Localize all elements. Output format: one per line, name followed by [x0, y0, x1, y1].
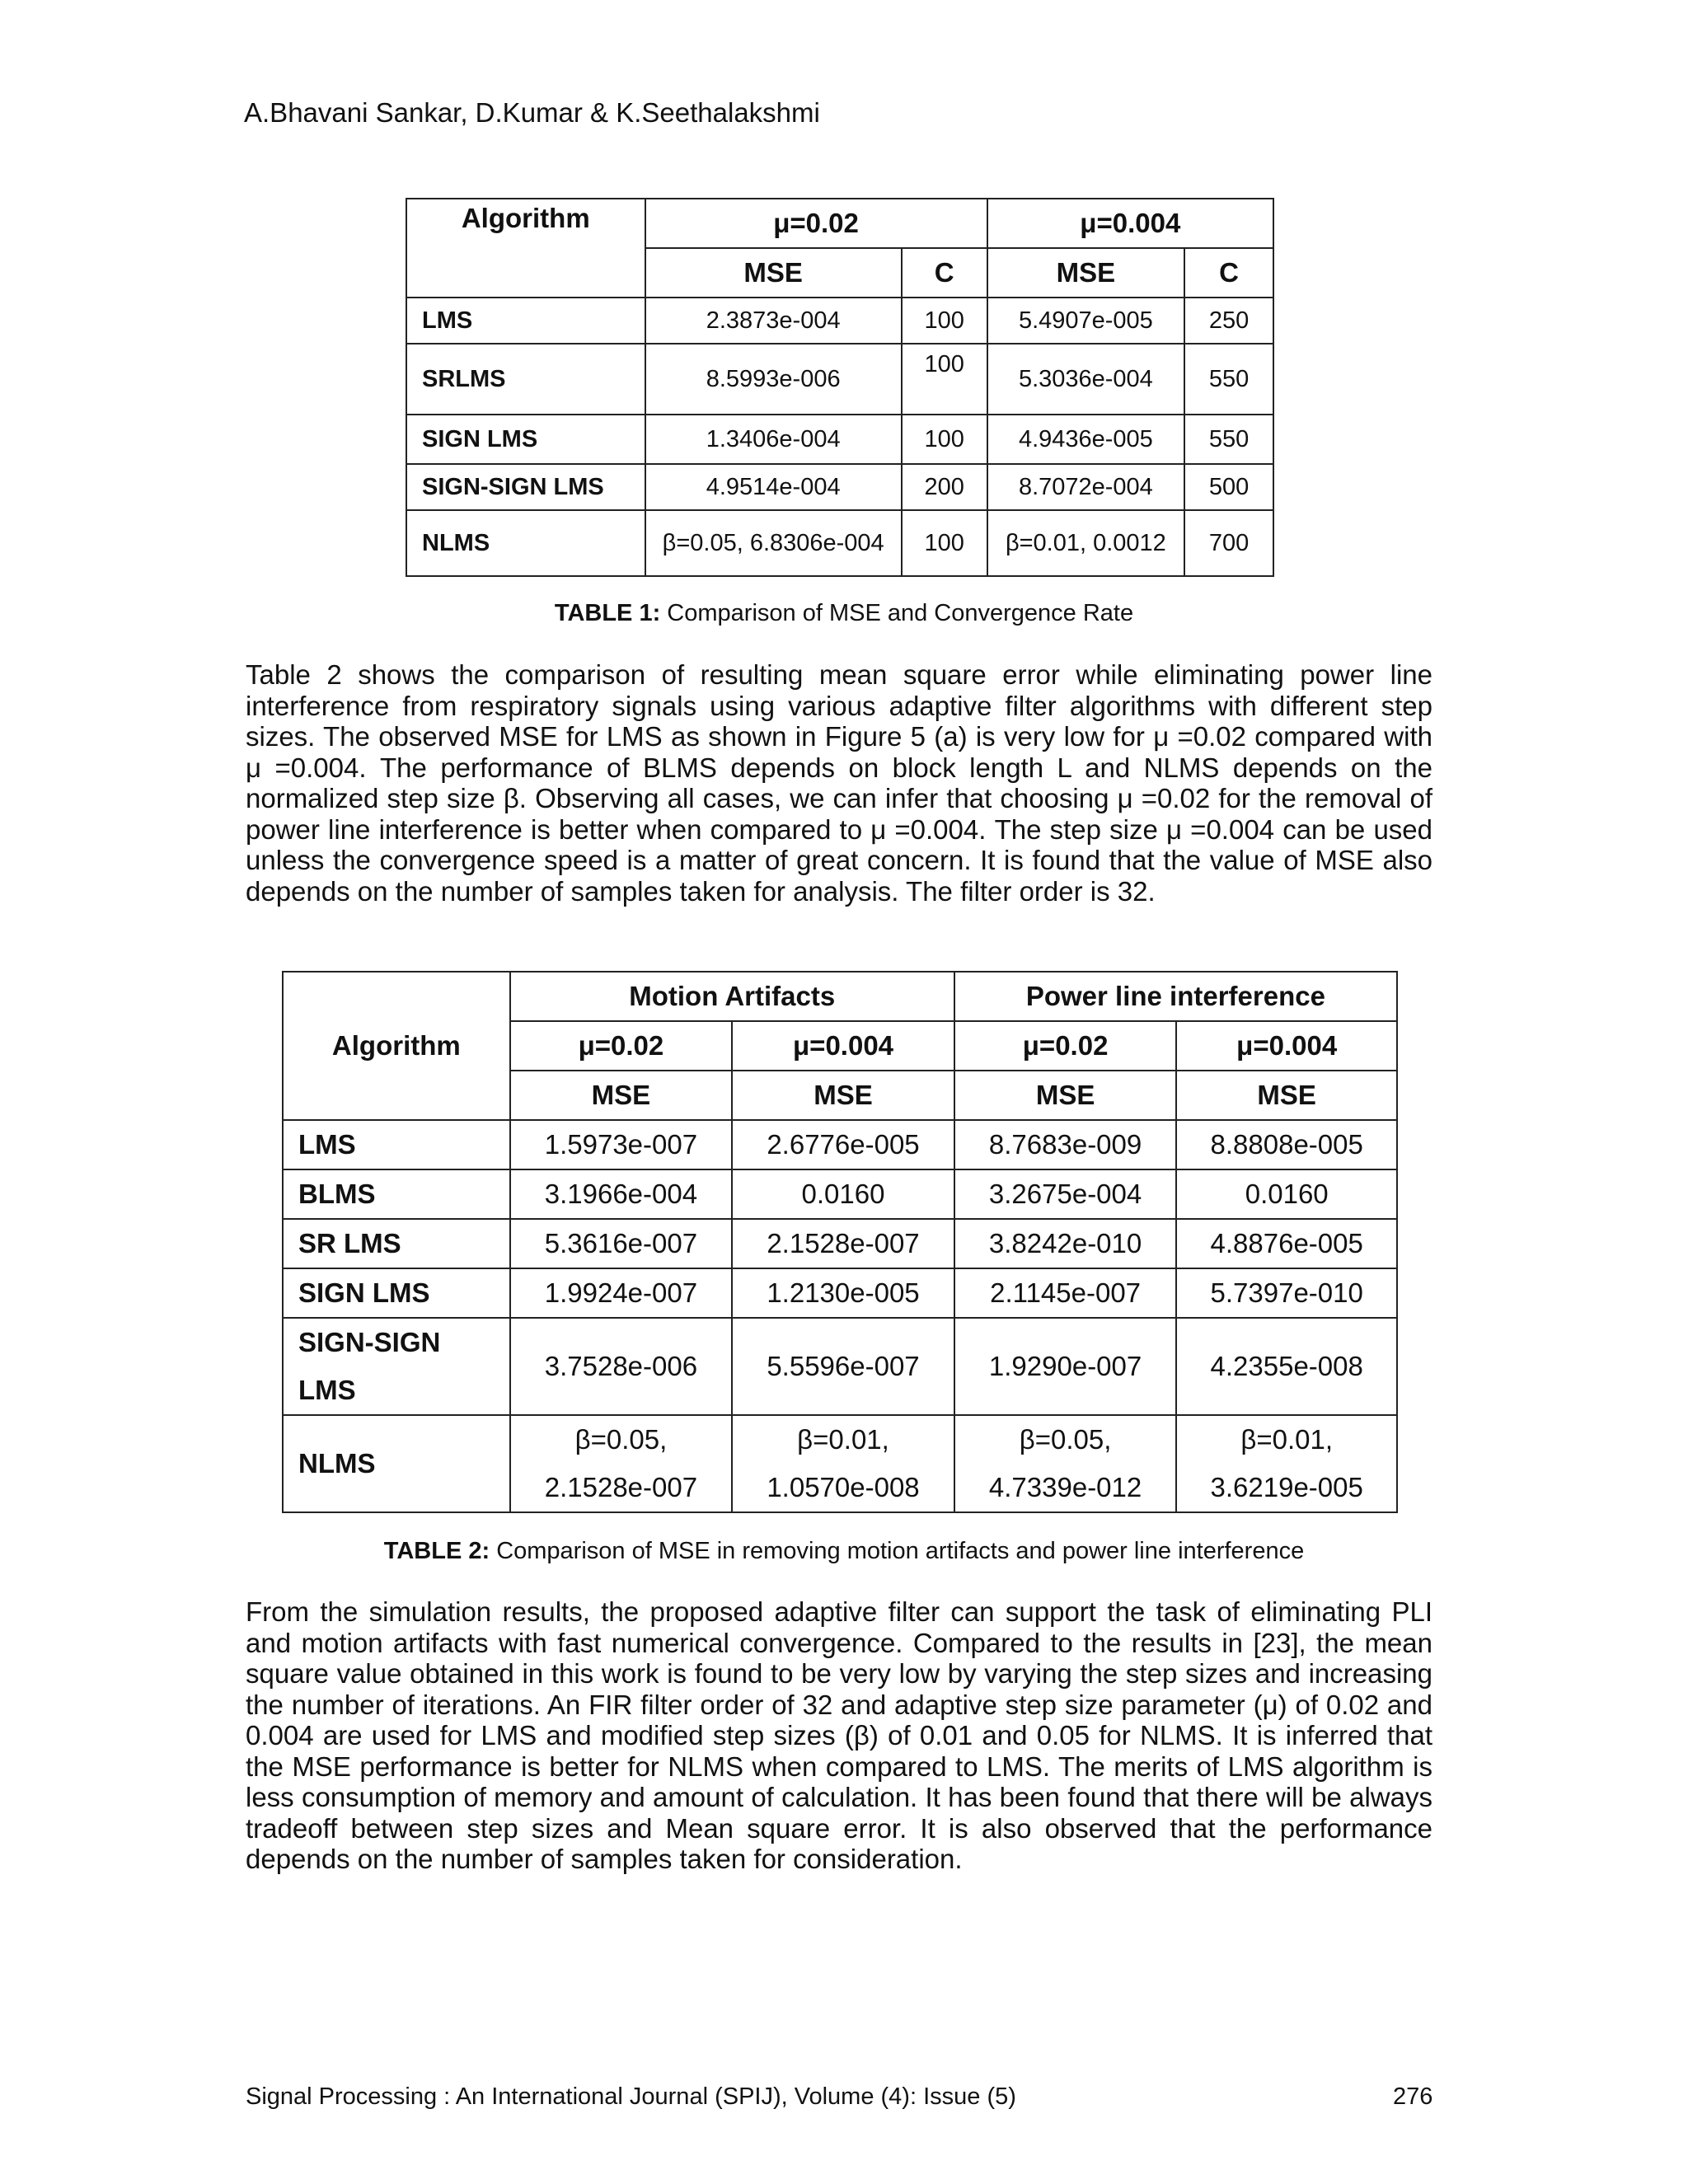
footer-page-number: 276	[1393, 2083, 1433, 2110]
t2-value: 3.6219e-005	[1210, 1472, 1363, 1502]
t2-cell	[510, 1415, 733, 1512]
t2-cell: 5.5596e-007	[732, 1318, 954, 1415]
t1-cell: SIGN-SIGN LMS	[406, 464, 645, 510]
running-header: A.Bhavani Sankar, D.Kumar & K.Seethalakshmi	[244, 97, 820, 128]
t2-cell: SR LMS	[283, 1219, 510, 1268]
t2-cell: NLMS	[283, 1415, 510, 1512]
footer-journal: Signal Processing : An International Journal (SPIJ), Volume (4): Issue (5)	[246, 2083, 1016, 2110]
t1-cell: 8.5993e-006	[645, 344, 902, 415]
t1-cell: 200	[902, 464, 987, 510]
table-row	[283, 1268, 1397, 1318]
t2-header-motion-artifacts: Motion Artifacts	[510, 972, 954, 1021]
t2-mse: MSE	[732, 1071, 954, 1120]
t2-alg-line: LMS	[298, 1375, 356, 1405]
t2-cell: 1.2130e-005	[732, 1268, 954, 1318]
t1-cell: 2.3873e-004	[645, 298, 902, 344]
t1-cell: 100	[902, 344, 987, 415]
t1-sub-c: C	[1184, 248, 1273, 298]
t1-cell: 550	[1184, 344, 1273, 415]
t2-alg-line: SIGN-SIGN	[298, 1327, 441, 1357]
t2-cell: 2.1528e-007	[732, 1219, 954, 1268]
t1-header-mu-002: μ=0.02	[645, 199, 987, 248]
table-row	[283, 1318, 1397, 1415]
t2-value: 2.1528e-007	[544, 1472, 698, 1502]
t1-cell: 5.4907e-005	[987, 298, 1185, 344]
table-row	[283, 1415, 1397, 1512]
t1-cell: 100	[902, 298, 987, 344]
t2-cell: 1.5973e-007	[510, 1120, 733, 1169]
t2-cell: 5.7397e-010	[1176, 1268, 1397, 1318]
t2-value: 1.0570e-008	[767, 1472, 920, 1502]
table-row	[406, 464, 1273, 510]
t2-cell	[1176, 1415, 1397, 1512]
paragraph-1: Table 2 shows the comparison of resulting mean square error while eliminating power line interference from respiratory signals using various adaptive filter algorithms with different step sizes. The observed MSE for LMS as shown in Figure 5 (a) is very low for μ =0.02 compared with μ =0.004. The performance of BLMS depends on block length L and NLMS depends on the normalized step size β. Observing all cases, we can infer that choosing μ =0.02 for the removal of power line interference is better when compared to μ =0.004. The step size μ =0.004 can be used unless the convergence speed is a matter of great concern. It is found that the value of MSE also depends on the number of samples taken for analysis. The filter order is 32.	[246, 659, 1432, 907]
t2-beta: β=0.01,	[797, 1424, 889, 1455]
table-row	[406, 344, 1273, 415]
t1-cell: 500	[1184, 464, 1273, 510]
t1-cell: 100	[902, 510, 987, 576]
t1-cell: 4.9436e-005	[987, 415, 1185, 464]
t1-header-algorithm: Algorithm	[406, 199, 645, 298]
t2-mse: MSE	[954, 1071, 1177, 1120]
t1-cell: β=0.05, 6.8306e-004	[645, 510, 902, 576]
t1-cell: 250	[1184, 298, 1273, 344]
t2-cell: 4.2355e-008	[1176, 1318, 1397, 1415]
t2-beta: β=0.05,	[574, 1424, 668, 1455]
t1-sub-c: C	[902, 248, 987, 298]
t2-cell: BLMS	[283, 1169, 510, 1219]
t1-cell: 4.9514e-004	[645, 464, 902, 510]
t1-sub-mse: MSE	[645, 248, 902, 298]
t2-cell: 3.7528e-006	[510, 1318, 733, 1415]
t2-header-algorithm: Algorithm	[283, 972, 510, 1120]
t2-mse: MSE	[510, 1071, 733, 1120]
t1-cell: LMS	[406, 298, 645, 344]
table-row	[283, 1219, 1397, 1268]
t1-cell: 550	[1184, 415, 1273, 464]
t1-cell: NLMS	[406, 510, 645, 576]
t1-cell: SRLMS	[406, 344, 645, 415]
t2-cell	[732, 1415, 954, 1512]
table-row	[406, 510, 1273, 576]
t2-value: 4.7339e-012	[988, 1472, 1142, 1502]
t2-cell: 0.0160	[1176, 1169, 1397, 1219]
t1-cell: SIGN LMS	[406, 415, 645, 464]
paragraph-2: From the simulation results, the proposed adaptive filter can support the task of eliminating PLI and motion artifacts with fast numerical convergence. Compared to the results in [23], the mean square value obtained in this work is found to be very low by varying the step sizes and increasing the number of iterations. An FIR filter order of 32 and adaptive step size parameter (μ) of 0.02 and 0.004 are used for LMS and modified step sizes (β) of 0.01 and 0.05 for NLMS. It is inferred that the MSE performance is better for NLMS when compared to LMS. The merits of LMS algorithm is less consumption of memory and amount of calculation. It has been found that there will be always tradeoff between step sizes and Mean square error. It is also observed that the performance depends on the number of samples taken for consideration.	[246, 1596, 1432, 1874]
t2-cell: 1.9290e-007	[954, 1318, 1177, 1415]
t2-cell: 8.8808e-005	[1176, 1120, 1397, 1169]
t2-cell-algorithm	[283, 1318, 510, 1415]
t2-cell: SIGN LMS	[283, 1268, 510, 1318]
t2-cell: LMS	[283, 1120, 510, 1169]
t2-beta: β=0.01,	[1240, 1424, 1334, 1455]
t1-cell: 5.3036e-004	[987, 344, 1185, 415]
table-2-caption-label: TABLE 2:	[383, 1538, 490, 1564]
t2-mu: μ=0.02	[954, 1021, 1177, 1071]
table-2-caption	[0, 1538, 1688, 1565]
table-1-caption-text: Comparison of MSE and Convergence Rate	[660, 600, 1134, 626]
table-row	[283, 1120, 1397, 1169]
t2-cell: 1.9924e-007	[510, 1268, 733, 1318]
t1-cell: 700	[1184, 510, 1273, 576]
table-row	[406, 298, 1273, 344]
t2-mse: MSE	[1176, 1071, 1397, 1120]
t1-cell: β=0.01, 0.0012	[987, 510, 1185, 576]
t2-mu: μ=0.004	[1176, 1021, 1397, 1071]
t2-cell: 5.3616e-007	[510, 1219, 733, 1268]
t2-cell: 4.8876e-005	[1176, 1219, 1397, 1268]
table-1-caption-label: TABLE 1:	[554, 600, 661, 626]
t2-cell: 3.2675e-004	[954, 1169, 1177, 1219]
table-1	[406, 198, 1274, 577]
t2-mu: μ=0.004	[732, 1021, 954, 1071]
t1-cell: 8.7072e-004	[987, 464, 1185, 510]
t2-cell: 2.6776e-005	[732, 1120, 954, 1169]
table-2	[282, 971, 1398, 1513]
table-row	[406, 415, 1273, 464]
t1-cell: 100	[902, 415, 987, 464]
t2-cell	[954, 1415, 1177, 1512]
t2-cell: 3.8242e-010	[954, 1219, 1177, 1268]
t2-header-power-line: Power line interference	[954, 972, 1397, 1021]
t1-header-mu-0004: μ=0.004	[987, 199, 1273, 248]
t2-cell: 0.0160	[732, 1169, 954, 1219]
t2-cell: 3.1966e-004	[510, 1169, 733, 1219]
t2-cell: 2.1145e-007	[954, 1268, 1177, 1318]
t1-cell: 1.3406e-004	[645, 415, 902, 464]
t2-beta: β=0.05,	[1019, 1424, 1112, 1455]
t2-mu: μ=0.02	[510, 1021, 733, 1071]
table-2-caption-text: Comparison of MSE in removing motion artifacts and power line interference	[490, 1538, 1305, 1564]
t1-sub-mse: MSE	[987, 248, 1185, 298]
table-row	[283, 1169, 1397, 1219]
table-1-caption	[0, 600, 1688, 627]
t2-cell: 8.7683e-009	[954, 1120, 1177, 1169]
